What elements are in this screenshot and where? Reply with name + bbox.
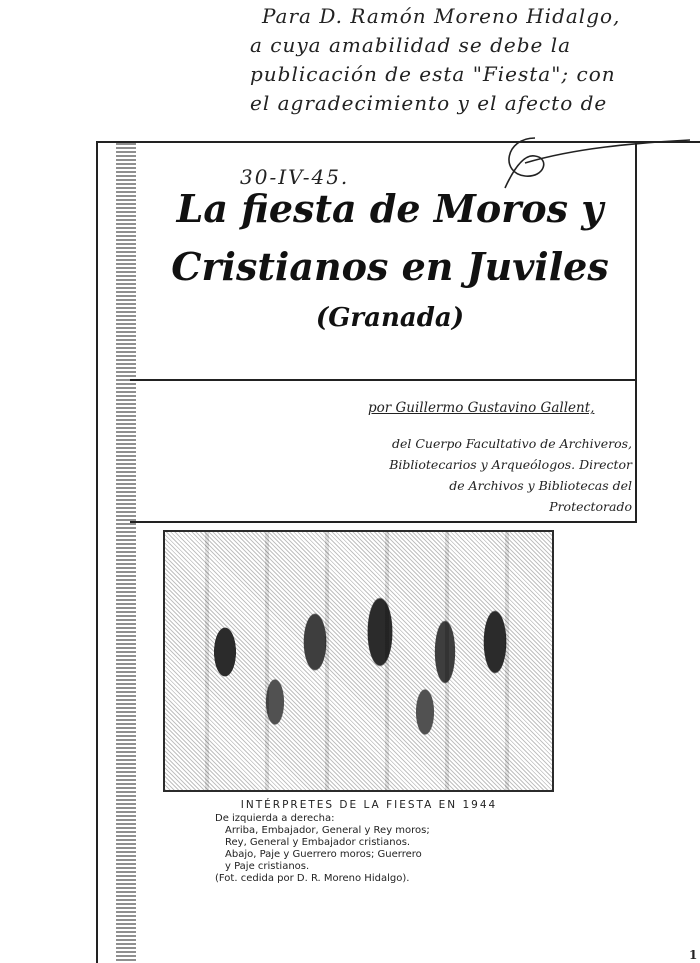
affiliation-line-2: Bibliotecarios y Arqueólogos. Director — [389, 457, 632, 472]
title-line-2: Cristianos en Juviles — [171, 244, 609, 289]
corner-mark: 1 — [689, 948, 698, 962]
dedication-line-4: el agradecimiento y el afecto de — [250, 91, 608, 115]
dedication-line-3: publicación de esta "Fiesta"; con — [250, 62, 616, 86]
page-border-left — [96, 141, 98, 963]
caption-line: Abajo, Paje y Guerrero moros; Guerrero — [225, 849, 422, 860]
photo-texture — [165, 532, 552, 790]
caption-line: (Fot. cedida por D. R. Moreno Hidalgo). — [215, 873, 410, 884]
handwritten-date: 30-IV-45. — [240, 165, 350, 189]
caption-line: De izquierda a derecha: — [215, 813, 335, 824]
affiliation-line-3: de Archivos y Bibliotecas del — [449, 478, 632, 493]
handwritten-dedication — [250, 2, 695, 118]
caption-line: Arriba, Embajador, General y Rey moros; — [225, 825, 430, 836]
affiliation-line-1: del Cuerpo Facultativo de Archiveros, — [391, 436, 632, 451]
title-line-3: (Granada) — [315, 303, 465, 333]
title-line-1: La fiesta de Moros y — [176, 186, 604, 231]
page-title — [150, 180, 630, 340]
affiliation-line-4: Protectorado — [549, 499, 632, 514]
dedication-line-2: a cuya amabilidad se debe la — [250, 33, 572, 57]
group-photograph-icon — [163, 530, 554, 792]
caption-line: Rey, General y Embajador cristianos. — [225, 837, 411, 848]
author-byline: por Guillermo Gustavino Gallent, — [368, 400, 595, 416]
caption-title: INTÉRPRETES DE LA FIESTA EN 1944 — [240, 799, 498, 811]
photo-caption — [215, 799, 515, 885]
dedication-line-1: Para D. Ramón Moreno Hidalgo, — [262, 4, 621, 28]
caption-line: y Paje cristianos. — [225, 861, 310, 872]
author-affiliation — [372, 433, 632, 517]
